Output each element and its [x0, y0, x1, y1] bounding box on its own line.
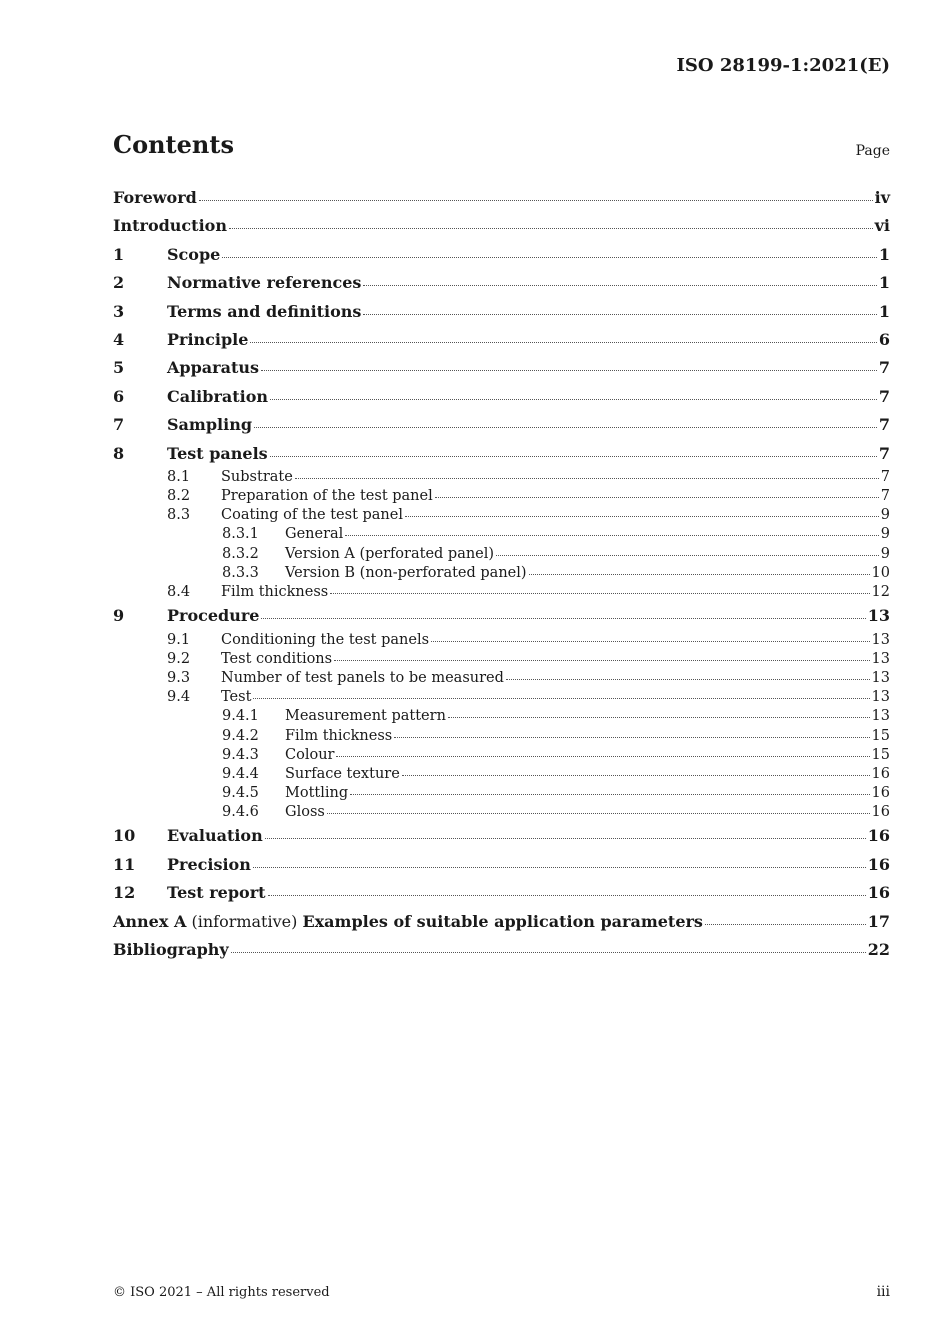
toc-entry-page: 7 — [878, 443, 890, 463]
dot-leader — [270, 455, 877, 457]
toc-entry-title: Mottling — [285, 785, 349, 802]
dot-leader — [529, 573, 870, 575]
toc-entry-title: Coating of the test panel — [221, 507, 403, 524]
dot-leader — [345, 534, 878, 536]
toc-entry[interactable] — [113, 212, 890, 240]
toc-entry[interactable] — [113, 822, 890, 850]
toc-entry-number: 8.4 — [167, 584, 191, 601]
toc-entry-number: 9.4.2 — [222, 727, 259, 744]
dot-leader — [199, 199, 873, 201]
toc-entry[interactable] — [113, 269, 890, 297]
toc-entry-page: 13 — [871, 708, 890, 725]
toc-entry-number: 1 — [113, 244, 125, 264]
toc-entry[interactable] — [113, 669, 890, 688]
dot-leader — [496, 554, 879, 556]
dot-leader — [350, 793, 869, 795]
toc-entry[interactable] — [113, 525, 890, 544]
table-of-contents — [113, 184, 890, 964]
dot-leader — [261, 369, 877, 371]
toc-entry-title: Substrate — [221, 468, 293, 485]
toc-entry[interactable] — [113, 650, 890, 669]
toc-entry[interactable] — [113, 583, 890, 602]
toc-entry-number: 9.4 — [167, 689, 191, 706]
toc-entry-page: 7 — [878, 386, 890, 406]
dot-leader — [295, 477, 879, 479]
toc-entry-title: Test report — [167, 883, 266, 903]
toc-entry-page: 16 — [871, 765, 890, 782]
dot-leader — [334, 659, 869, 661]
dot-leader — [363, 284, 876, 286]
toc-entry[interactable] — [113, 241, 890, 269]
dot-leader — [506, 678, 870, 680]
toc-entry[interactable] — [113, 506, 890, 525]
toc-entry-title: Normative references — [167, 273, 362, 293]
dot-leader — [405, 515, 879, 517]
toc-entry-number: 9.4.3 — [222, 746, 259, 763]
toc-entry-number: 8.3 — [167, 507, 191, 524]
toc-entry[interactable] — [113, 746, 890, 765]
toc-entry-page: 16 — [867, 826, 890, 846]
toc-entry-title: Calibration — [167, 386, 269, 406]
toc-entry[interactable] — [113, 383, 890, 411]
toc-entry-number: 9.4.1 — [222, 708, 259, 725]
dot-leader — [394, 736, 869, 738]
toc-entry[interactable] — [113, 879, 890, 907]
toc-entry-page: 13 — [871, 650, 890, 667]
toc-entry-title: Test conditions — [221, 650, 333, 667]
toc-entry-title: Gloss — [285, 804, 325, 821]
toc-entry[interactable] — [113, 411, 890, 439]
toc-entry-page: 7 — [880, 468, 890, 485]
toc-entry-page: 22 — [867, 940, 890, 960]
toc-entry-title-part: Annex A — [113, 911, 187, 931]
toc-entry-page: 17 — [867, 911, 890, 931]
dot-leader — [254, 426, 877, 428]
toc-entry[interactable] — [113, 727, 890, 746]
toc-entry[interactable] — [113, 631, 890, 650]
toc-entry-page: 7 — [880, 488, 890, 505]
dot-leader — [431, 640, 869, 642]
toc-entry-number: 8.2 — [167, 488, 191, 505]
toc-entry[interactable] — [113, 707, 890, 726]
toc-entry-title: Principle — [167, 329, 249, 349]
toc-entry-title: Procedure — [167, 606, 260, 626]
toc-entry-title: Evaluation — [167, 826, 263, 846]
toc-entry-page: 12 — [871, 584, 890, 601]
toc-entry-number: 3 — [113, 301, 125, 321]
dot-leader — [253, 866, 866, 868]
toc-entry[interactable] — [113, 784, 890, 803]
toc-entry[interactable] — [113, 184, 890, 212]
toc-entry-number: 12 — [113, 883, 136, 903]
toc-entry[interactable] — [113, 468, 890, 487]
toc-entry-page: 16 — [867, 883, 890, 903]
toc-entry-title: Preparation of the test panel — [221, 488, 433, 505]
toc-entry-title: Colour — [285, 746, 335, 763]
toc-entry-number: 9.4.5 — [222, 785, 259, 802]
toc-entry-number: 8.1 — [167, 468, 191, 485]
toc-entry-title: Surface texture — [285, 765, 400, 782]
toc-entry-page: 1 — [878, 273, 890, 293]
toc-entry-page: 9 — [880, 526, 890, 543]
dot-leader — [705, 923, 866, 925]
toc-entry-number: 9.3 — [167, 669, 191, 686]
toc-entry-number: 8.3.3 — [222, 564, 259, 581]
toc-entry-page: 10 — [871, 564, 890, 581]
toc-entry-page: 7 — [878, 415, 890, 435]
toc-entry-title: General — [285, 526, 344, 543]
toc-entry-page: 16 — [871, 804, 890, 821]
toc-entry-number: 6 — [113, 386, 125, 406]
dot-leader — [330, 592, 869, 594]
toc-entry-title: Conditioning the test panels — [221, 631, 430, 648]
toc-entry-number: 9.4.4 — [222, 765, 259, 782]
toc-entry[interactable] — [113, 354, 890, 382]
toc-entry-title: Precision — [167, 854, 251, 874]
dot-leader — [402, 774, 870, 776]
dot-leader — [448, 716, 870, 718]
toc-entry[interactable] — [113, 803, 890, 822]
dot-leader — [270, 398, 877, 400]
toc-entry[interactable] — [113, 936, 890, 964]
toc-entry[interactable] — [113, 908, 890, 936]
toc-entry[interactable] — [113, 602, 890, 630]
toc-entry-page: 13 — [871, 689, 890, 706]
toc-entry[interactable] — [113, 545, 890, 564]
document-id: ISO 28199-1:2021(E) — [676, 55, 890, 76]
toc-entry-title: Scope — [167, 244, 221, 264]
toc-entry-page: iv — [874, 188, 890, 207]
toc-entry-page: 9 — [880, 545, 890, 562]
toc-entry-number: 2 — [113, 273, 125, 293]
toc-entry-page: 15 — [871, 746, 890, 763]
toc-entry[interactable] — [113, 440, 890, 468]
toc-entry[interactable] — [113, 564, 890, 583]
dot-leader — [268, 894, 866, 896]
toc-entry-page: 16 — [871, 785, 890, 802]
toc-entry-title: Film thickness — [285, 727, 393, 744]
toc-entry-title: Apparatus — [167, 358, 259, 378]
toc-entry-number: 9.4.6 — [222, 804, 259, 821]
contents-title: Contents — [113, 130, 234, 159]
toc-entry-page: 7 — [878, 358, 890, 378]
toc-entry-number: 11 — [113, 854, 136, 874]
toc-entry-title: Test panels — [167, 443, 268, 463]
toc-entry-number: 7 — [113, 415, 125, 435]
dot-leader — [435, 496, 879, 498]
toc-entry-title: Foreword — [113, 188, 197, 207]
toc-entry-number: 8.3.2 — [222, 545, 259, 562]
toc-entry-number: 4 — [113, 329, 125, 349]
toc-entry-page: 13 — [871, 669, 890, 686]
toc-entry-title-part: (informative) — [186, 911, 303, 931]
toc-entry-number: 5 — [113, 358, 125, 378]
toc-entry-page: vi — [874, 216, 890, 236]
dot-leader — [336, 755, 869, 757]
dot-leader — [250, 341, 876, 343]
toc-entry-number: 9.1 — [167, 631, 191, 648]
toc-entry-title: Bibliography — [113, 940, 229, 960]
toc-entry[interactable] — [113, 688, 890, 707]
toc-entry-number: 8 — [113, 443, 125, 463]
toc-entry-title: Introduction — [113, 216, 227, 236]
dot-leader — [363, 313, 876, 315]
toc-entry-title: Test — [221, 689, 252, 706]
toc-entry[interactable] — [113, 487, 890, 506]
dot-leader — [327, 812, 870, 814]
toc-entry[interactable] — [113, 765, 890, 784]
toc-entry-page: 13 — [867, 606, 890, 626]
toc-entry-number: 9.2 — [167, 650, 191, 667]
toc-entry[interactable] — [113, 326, 890, 354]
page-column-label: Page — [855, 143, 890, 159]
copyright-notice: © ISO 2021 – All rights reserved — [113, 1285, 330, 1300]
toc-entry-page: 15 — [871, 727, 890, 744]
toc-entry-title: Sampling — [167, 415, 253, 435]
toc-entry-number: 8.3.1 — [222, 526, 259, 543]
toc-entry-title: Number of test panels to be measured — [221, 669, 504, 686]
page-number: iii — [876, 1284, 890, 1300]
dot-leader — [261, 617, 865, 619]
dot-leader — [231, 951, 866, 953]
toc-entry-page: 6 — [878, 329, 890, 349]
toc-entry-title: Terms and definitions — [167, 301, 362, 321]
toc-entry-title: Version A (perforated panel) — [285, 545, 495, 562]
dot-leader — [229, 227, 873, 229]
toc-entry[interactable] — [113, 851, 890, 879]
toc-entry[interactable] — [113, 298, 890, 326]
toc-entry-page: 13 — [871, 631, 890, 648]
toc-entry-title: Measurement pattern — [285, 708, 446, 725]
toc-entry-page: 1 — [878, 301, 890, 321]
toc-entry-title: Version B (non-perforated panel) — [285, 564, 527, 581]
toc-entry-number: 10 — [113, 826, 136, 846]
toc-entry-title-part: Examples of suitable application parameters — [302, 911, 703, 931]
toc-entry-page: 1 — [878, 244, 890, 264]
dot-leader — [265, 837, 866, 839]
toc-entry-page: 16 — [867, 854, 890, 874]
toc-entry-title: Film thickness — [221, 584, 329, 601]
dot-leader — [253, 697, 869, 699]
toc-entry-number: 9 — [113, 606, 125, 626]
dot-leader — [222, 256, 877, 258]
toc-entry-page: 9 — [880, 507, 890, 524]
toc-entry-title — [113, 908, 703, 936]
